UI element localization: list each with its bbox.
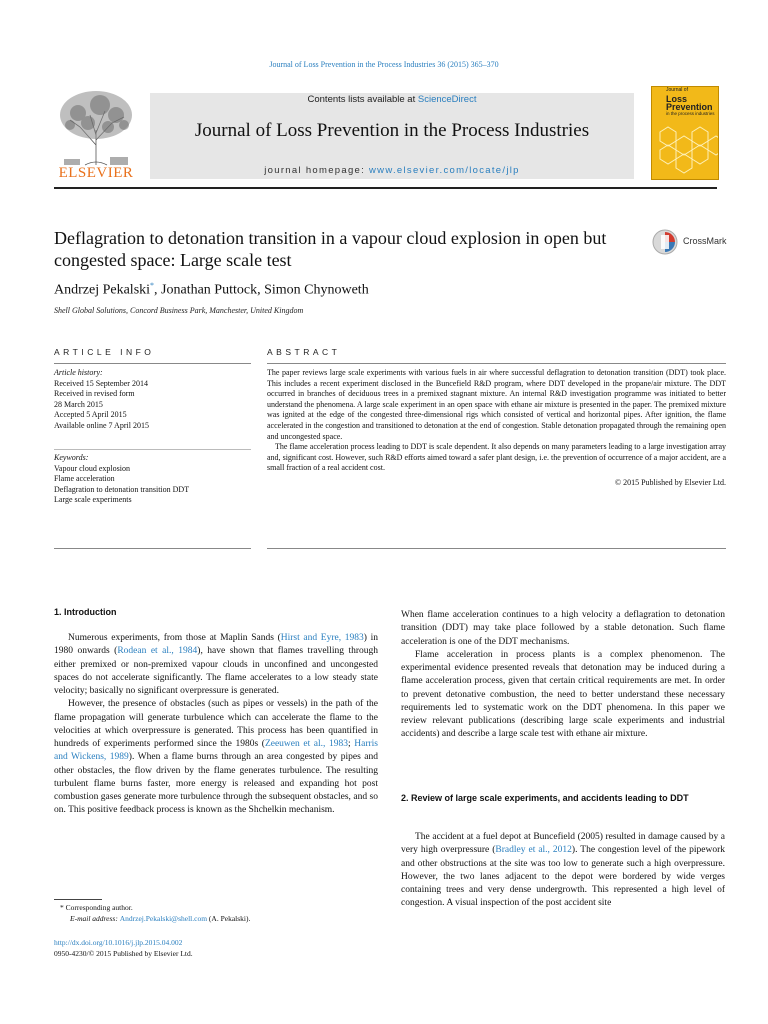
author-list: [54, 281, 369, 299]
history-item: Available online 7 April 2015: [54, 420, 149, 430]
abstract-heading: ABSTRACT: [267, 347, 341, 357]
reference-link[interactable]: Zeeuwen et al., 1983: [264, 739, 349, 749]
footnote-line: [54, 903, 250, 914]
doi-link[interactable]: http://dx.doi.org/10.1016/j.jlp.2015.04.002: [54, 938, 183, 947]
reference-link[interactable]: Bradley et al., 2012: [495, 845, 572, 856]
text-run: The accident at a fuel depot at Buncefield (2005) resulted in damage caused by a very high overpressure (: [401, 832, 725, 856]
article-history: [54, 368, 251, 432]
abstract-paragraph: The flame acceleration process leading to DDT is scale dependent. It also depends on many parameters leading to a large investigation array and, significant cost. However, such R&D efforts aimed toward a safer plant design, i.e. the prevention of occurrence of a major accident, are a small fraction of a real accident cost.: [267, 442, 726, 473]
abstract-copyright: © 2015 Published by Elsevier Ltd.: [615, 477, 726, 487]
crossmark-label[interactable]: CrossMark: [683, 236, 727, 246]
body-paragraph: When flame acceleration continues to a high velocity a deflagration to detonation transition (DDT) may take place followed by a stable detonation. Such flame acceleration is one of the DDT mechanisms.: [401, 610, 725, 647]
body-paragraph: [401, 831, 725, 911]
keywords-label: Keywords:: [54, 453, 89, 462]
text-run: ). The congestion level of the pipework and other obstructions at the site was too low to generate such a high overpressure. However, the two lanes adjacent to the depot were bordered by wide verges containing trees and very dense undergrowth. This represented a high level of congestion. A visual inspection of the post accident site: [401, 845, 725, 909]
homepage-link[interactable]: www.elsevier.com/locate/jlp: [369, 165, 520, 176]
body-paragraph: [54, 632, 378, 698]
cover-journal-of: Journal of: [666, 87, 688, 93]
keyword-item: Flame acceleration: [54, 474, 115, 484]
text-run: ). When a flame burns through an area congested by pipes and other obstacles, the flow driven by the flame generates turbulence. The resulting turbulent flame burns faster, more energy is released and expanding hot post combustion gases generate more turbulence through the subsequent obstacles, and so on. This positive feedback process is known as the Shchelkin mechanism.: [54, 752, 378, 816]
body-column-left: [54, 632, 378, 818]
text-run: ;: [348, 739, 355, 749]
section-heading-review: 2. Review of large scale experiments, and accidents leading to DDT: [401, 793, 689, 803]
history-item: 28 March 2015: [54, 399, 103, 409]
keyword-item: Deflagration to detonation transition DDT: [54, 484, 190, 494]
cover-title-line2: Prevention: [666, 102, 713, 112]
reference-link[interactable]: Hirst and Eyre, 1983: [280, 633, 364, 643]
cover-title: [666, 95, 715, 117]
keyword-item: Large scale experiments: [54, 495, 132, 505]
journal-homepage: [150, 165, 634, 176]
article-info-bottom-rule: [54, 548, 251, 549]
history-item: Received 15 September 2014: [54, 378, 148, 388]
body-paragraph: Flame acceleration in process plants is a complex phenomenon. The experimental evidence presented reveals that detonation may be induced during a flame acceleration process, given that certain critical requirements are met. In order to prevent detonative combustion, the need to better understand these necessary requirements led to systematic work on the DDT phenomena. In this paper we review relevant publications (describing large scale experiments and industrial accidents) and describe a large scale test with ethane air mixture.: [401, 649, 725, 740]
history-item: Received in revised form: [54, 389, 135, 399]
crossmark-icon[interactable]: [652, 229, 678, 255]
contents-line: [150, 94, 634, 105]
issn-line: 0950-4230/© 2015 Published by Elsevier Ltd.: [54, 948, 193, 958]
email-link[interactable]: Andrzej.Pekalski@shell.com: [119, 913, 208, 923]
affiliation: Shell Global Solutions, Concord Business Park, Manchester, United Kingdom: [54, 306, 304, 315]
keywords-divider: [54, 449, 251, 450]
section-heading-introduction: 1. Introduction: [54, 607, 117, 617]
text-run: However, the presence of obstacles (such as pipes or vessels) in the path of the flame propagation will generate turbulence which can accelerate the flame to the velocities at which overpressure is generated. This process has been quantified in hundreds of experiments performed since the 1980s (: [54, 699, 378, 749]
author-name[interactable]: Andrzej Pekalski: [54, 282, 151, 298]
cover-title-line3: in the process industries: [666, 111, 715, 116]
corresponding-author-footnote: [54, 903, 250, 924]
text-run: Numerous experiments, from those at Maplin Sands (: [68, 633, 281, 643]
body-column-right: [401, 609, 725, 742]
text-run: ), have shown that flames travelling through either premixed or non-premixed vapour clouds in unconfined and uncongested spaces do not accelerate significantly. The flame accelerates to a low steady state velocity; basically no significant overpressure is generated.: [54, 646, 379, 696]
text-run: ) in 1980 onwards (: [54, 633, 378, 657]
body-paragraph: [54, 698, 378, 817]
email-suffix: (A. Pekalski).: [207, 913, 251, 923]
history-label: Article history:: [54, 368, 103, 377]
footnote-text: Corresponding author.: [63, 903, 133, 912]
header-rule: [54, 187, 717, 189]
keywords: [54, 453, 251, 506]
journal-citation[interactable]: Journal of Loss Prevention in the Process Industries 36 (2015) 365–370: [269, 60, 499, 69]
journal-title: Journal of Loss Prevention in the Process Industries: [194, 120, 590, 141]
history-item: Accepted 5 April 2015: [54, 410, 127, 420]
footnote-mark: *: [60, 903, 64, 912]
abstract-body: [267, 368, 726, 489]
abstract-bottom-rule: [267, 548, 726, 549]
keyword-item: Vapour cloud explosion: [54, 463, 130, 473]
article-info-heading: ARTICLE INFO: [54, 347, 155, 357]
email-line: [54, 914, 250, 925]
contents-prefix: Contents lists available at: [307, 94, 418, 105]
doi-block: [54, 938, 193, 959]
article-info-rule: [54, 363, 251, 364]
footnote-rule: [54, 899, 102, 900]
reference-link[interactable]: Rodean et al., 1984: [117, 646, 198, 657]
reference-link[interactable]: Harris and Wickens, 1989: [54, 739, 379, 763]
body-column-right-continued: [401, 831, 725, 911]
other-authors: , Jonathan Puttock, Simon Chynoweth: [154, 282, 369, 298]
email-label: E-mail address:: [70, 913, 120, 923]
sciencedirect-link[interactable]: ScienceDirect: [417, 94, 477, 105]
homepage-prefix: journal homepage:: [264, 165, 369, 176]
abstract-paragraph: The paper reviews large scale experiments with various fuels in air where successful deflagration to detonation transition (DDT) took place. This includes a recent experiment disclosed in the Buncefield R&D program, where DDT developed in the propane/air mixture. The DDT occurred in branches of deciduous trees in a premixed stagnant mixture. An internal R&D investigation programme was initiated to better understand the phenomena. A large scale experiment in an open space with ethane air mixture is presented in the paper. The premixed mixture was ignited at the edge of the congested three-dimensional rigs which consisted of vertical and horizontal pipes. After ignition, the flame accelerated in the congestion and transitioned to detonation at the end of congestion. Stable detonation propagated through the remaining open and uncongested space.: [267, 368, 726, 441]
article-title: Deflagration to detonation transition in a vapour cloud explosion in open but congested space: Large scale test: [54, 228, 607, 270]
publisher-wordmark: ELSEVIER: [58, 165, 134, 181]
abstract-rule: [267, 363, 726, 364]
cover-title-line1: Loss: [666, 94, 688, 104]
corresponding-mark[interactable]: *: [150, 281, 155, 290]
